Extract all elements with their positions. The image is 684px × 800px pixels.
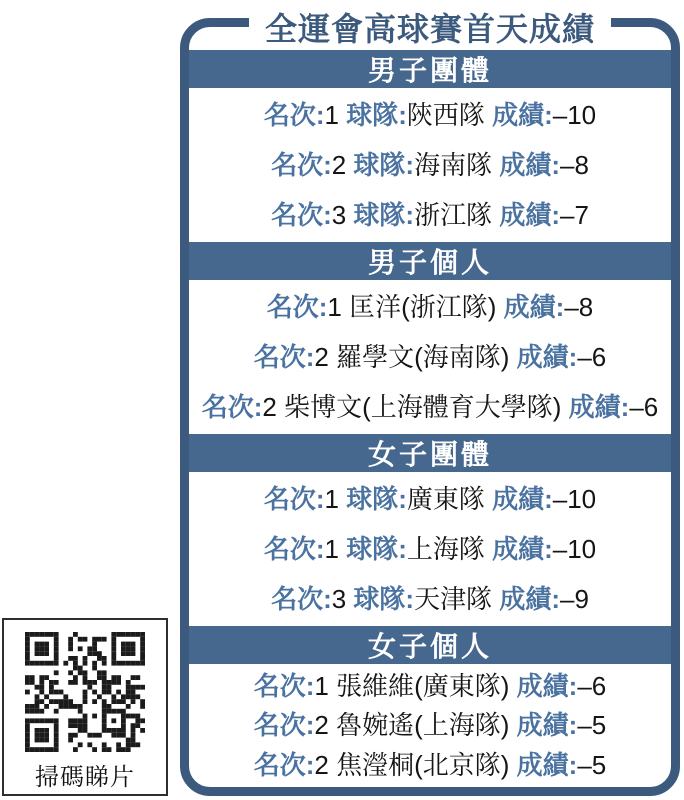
result-row (271, 152, 589, 178)
section-header: 男子團體 (189, 50, 671, 88)
result-row (253, 670, 607, 701)
row-value: –6 (577, 670, 607, 701)
row-value: 1 張維維(廣東隊) (314, 670, 517, 701)
row-value: 2 焦瀅桐(北京隊) (314, 750, 517, 781)
row-label: 名次: (266, 292, 328, 322)
row-value: 2 魯婉遙(上海隊) (314, 710, 517, 741)
section-header: 女子個人 (189, 626, 671, 664)
row-label: 球隊: (353, 200, 415, 230)
row-value: 1 (324, 484, 347, 514)
result-row (264, 102, 596, 128)
row-label: 成績: (492, 484, 553, 514)
row-label: 名次: (263, 100, 325, 130)
row-label: 球隊: (346, 534, 407, 564)
row-label: 成績: (568, 392, 630, 422)
section-rows (189, 88, 671, 242)
row-value: 浙江隊 (414, 200, 500, 230)
row-value: –10 (552, 484, 597, 514)
row-value: 1 匡洋(浙江隊) (327, 292, 504, 322)
row-value: –5 (577, 750, 607, 781)
result-row (264, 486, 596, 512)
row-value: –10 (552, 534, 597, 564)
row-label: 球隊: (346, 484, 407, 514)
qr-code (25, 632, 145, 752)
row-label: 名次: (253, 710, 315, 741)
row-value: 廣東隊 (406, 484, 493, 514)
result-row (271, 586, 589, 612)
row-label: 名次: (271, 150, 332, 180)
row-label: 名次: (263, 534, 325, 564)
section-header: 女子團體 (189, 434, 671, 472)
row-value: –5 (577, 710, 607, 741)
row-label: 球隊: (353, 150, 415, 180)
row-label: 名次: (253, 670, 315, 701)
result-row (253, 710, 607, 741)
row-label: 球隊: (346, 100, 407, 130)
qr-caption: 掃碼睇片 (35, 764, 135, 791)
section-rows (189, 664, 671, 787)
sections-container (189, 27, 671, 787)
section-rows (189, 280, 671, 434)
result-row (264, 536, 596, 562)
result-section (189, 50, 671, 242)
result-section (189, 434, 671, 626)
row-value: 2 (331, 150, 354, 180)
row-label: 成績: (516, 342, 578, 372)
row-label: 名次: (253, 750, 315, 781)
row-label: 成績: (499, 584, 560, 614)
result-row (254, 344, 607, 370)
page-title: 全運會高球賽首天成績 (249, 10, 611, 48)
row-label: 名次: (271, 200, 332, 230)
section-header: 男子個人 (189, 242, 671, 280)
result-section (189, 242, 671, 434)
result-row (202, 394, 659, 420)
row-value: 3 (331, 200, 354, 230)
row-label: 名次: (263, 484, 325, 514)
row-label: 成績: (516, 750, 578, 781)
results-frame (180, 11, 680, 796)
result-row (271, 202, 589, 228)
row-label: 成績: (503, 292, 565, 322)
row-value: 陝西隊 (406, 100, 493, 130)
row-label: 成績: (492, 100, 553, 130)
row-value: 3 (331, 584, 354, 614)
row-label: 名次: (271, 584, 332, 614)
row-value: 海南隊 (414, 150, 500, 180)
row-label: 成績: (492, 534, 553, 564)
row-label: 名次: (201, 392, 263, 422)
section-rows (189, 472, 671, 626)
row-label: 成績: (516, 710, 578, 741)
row-value: –7 (560, 200, 589, 230)
row-value: 2 柴博文(上海體育大學隊) (262, 392, 569, 422)
row-value: –8 (564, 292, 594, 322)
row-value: 2 羅學文(海南隊) (314, 342, 517, 372)
row-value: –9 (560, 584, 589, 614)
row-label: 成績: (516, 670, 578, 701)
row-value: 1 (324, 534, 347, 564)
row-label: 名次: (253, 342, 315, 372)
row-label: 成績: (499, 200, 560, 230)
row-value: –10 (552, 100, 597, 130)
row-value: 天津隊 (414, 584, 500, 614)
result-row (267, 294, 594, 320)
row-value: 上海隊 (406, 534, 493, 564)
result-row (253, 750, 607, 781)
row-value: –6 (629, 392, 659, 422)
result-section (189, 626, 671, 787)
row-value: –6 (577, 342, 607, 372)
row-label: 成績: (499, 150, 560, 180)
qr-panel (2, 618, 168, 796)
row-value: –8 (560, 150, 589, 180)
row-value: 1 (324, 100, 347, 130)
row-label: 球隊: (353, 584, 415, 614)
